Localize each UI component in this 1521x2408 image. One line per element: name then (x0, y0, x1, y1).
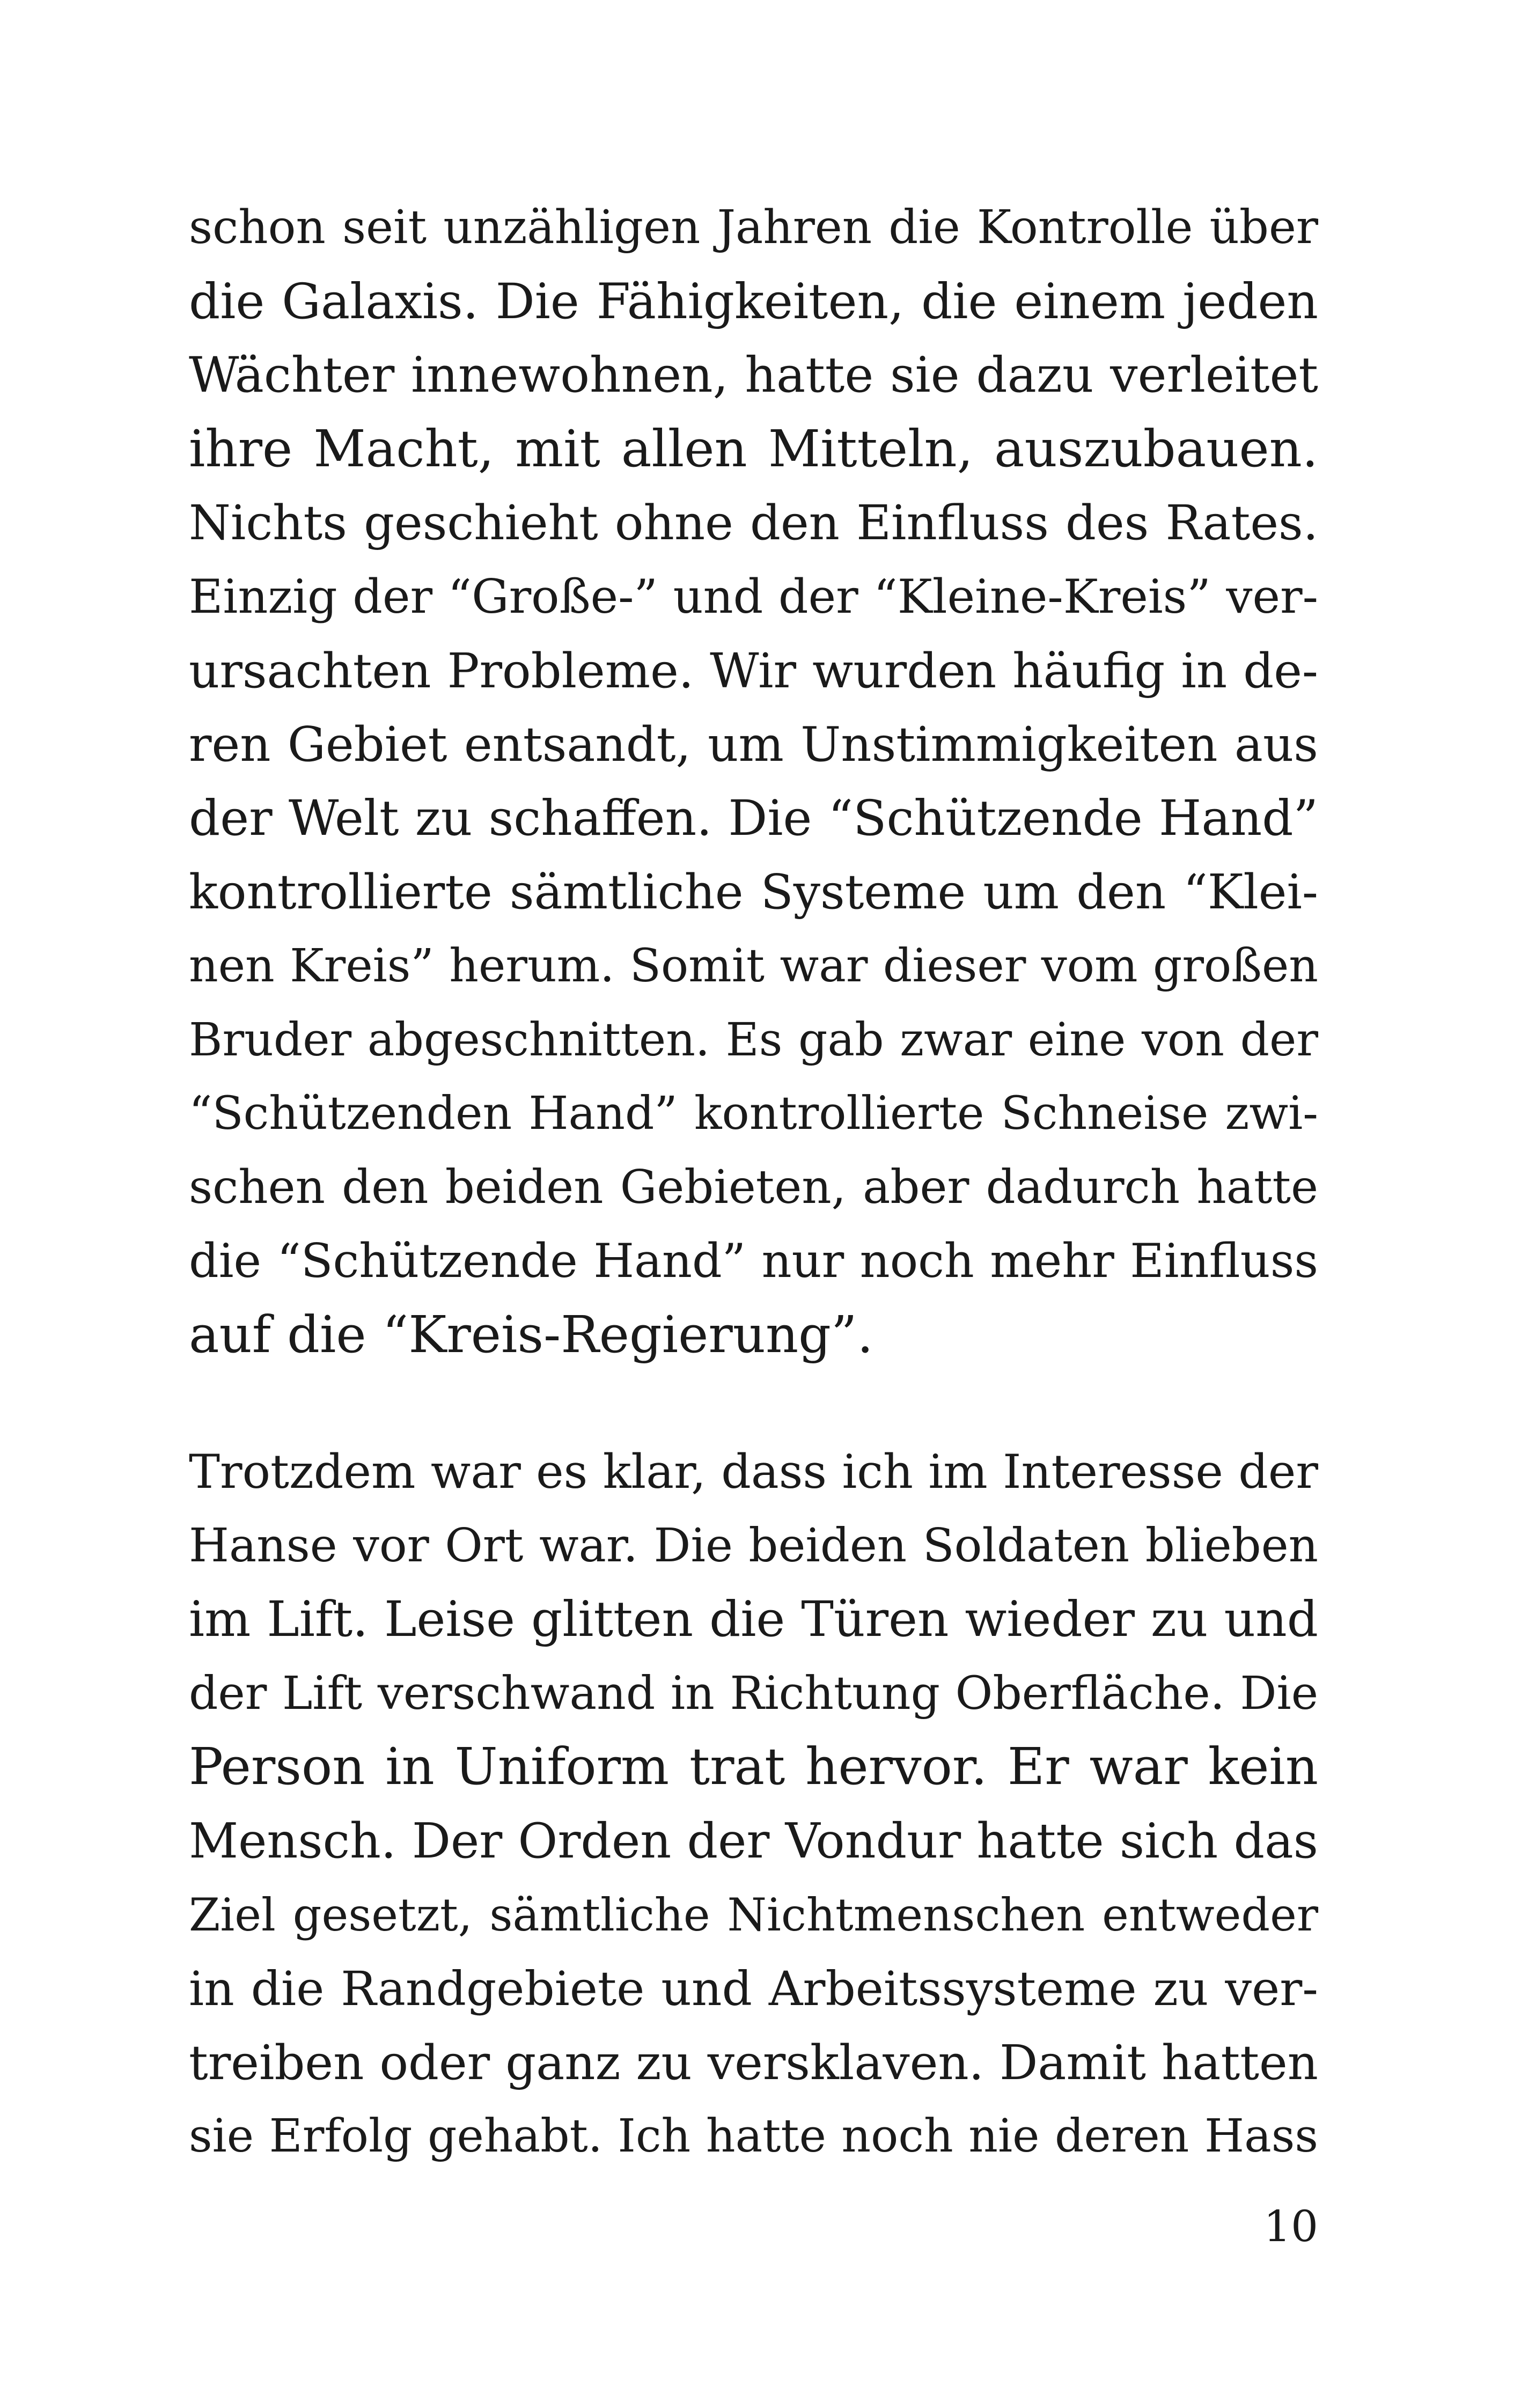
text-line: im Lift. Leise glitten die Türen wieder zu und (189, 1591, 1318, 1648)
text-line: der Lift verschwand in Richtung Oberfläche. Die (189, 1666, 1318, 1720)
text-line: kontrollierte sämtliche Systeme um den “Klei- (189, 864, 1318, 920)
text-line: Trotzdem war es klar, dass ich im Interesse der (189, 1444, 1318, 1499)
text-line: Wächter innewohnen, hatte sie dazu verleitet (189, 347, 1318, 404)
text-line: treiben oder ganz zu versklaven. Damit hatten (189, 2034, 1318, 2090)
text-line: auf die “Kreis-Regierung”. (189, 1305, 873, 1364)
text-line: Ziel gesetzt, sämtliche Nichtmenschen entweder (189, 1888, 1318, 1941)
text-line: Mensch. Der Orden der Vondur hatte sich das (189, 1812, 1318, 1869)
paragraph (189, 1435, 1318, 2174)
text-line: schen den beiden Gebieten, aber dadurch hatte (189, 1160, 1318, 1214)
text-line: “Schützenden Hand” kontrollierte Schneise zwi- (189, 1087, 1318, 1141)
text-line: Bruder abgeschnitten. Es gab zwar eine von der (189, 1013, 1318, 1067)
text-line: ursachten Probleme. Wir wurden häufig in de- (189, 642, 1318, 699)
text-line: schon seit unzähligen Jahren die Kontrolle über (189, 201, 1318, 254)
text-line: ren Gebiet entsandt, um Unstimmigkeiten aus (189, 716, 1318, 773)
paragraph (189, 191, 1318, 1372)
text-line: der Welt zu schaffen. Die “Schützende Hand” (189, 790, 1318, 847)
text-line: nen Kreis” herum. Somit war dieser vom großen (189, 939, 1318, 993)
text-line: ihre Macht, mit allen Mitteln, auszubauen. (189, 419, 1318, 479)
text-line: die “Schützende Hand” nur noch mehr Einfluss (189, 1234, 1318, 1289)
text-line: die Galaxis. Die Fähigkeiten, die einem jeden (189, 273, 1318, 330)
text-line: Person in Uniform trat hervor. Er war kein (189, 1737, 1318, 1797)
text-line: Nichts geschieht ohne den Einfluss des Rates. (189, 495, 1318, 551)
text-line: sie Erfolg gehabt. Ich hatte noch nie deren Hass (189, 2110, 1318, 2163)
text-line: Einzig der “Große-” und der “Kleine-Kreis” ver- (189, 569, 1318, 624)
page-number: 10 (1263, 2201, 1318, 2251)
text-line: Hanse vor Ort war. Die beiden Soldaten blieben (189, 1518, 1318, 1573)
text-line: in die Randgebiete und Arbeitssysteme zu ver- (189, 1961, 1318, 2017)
